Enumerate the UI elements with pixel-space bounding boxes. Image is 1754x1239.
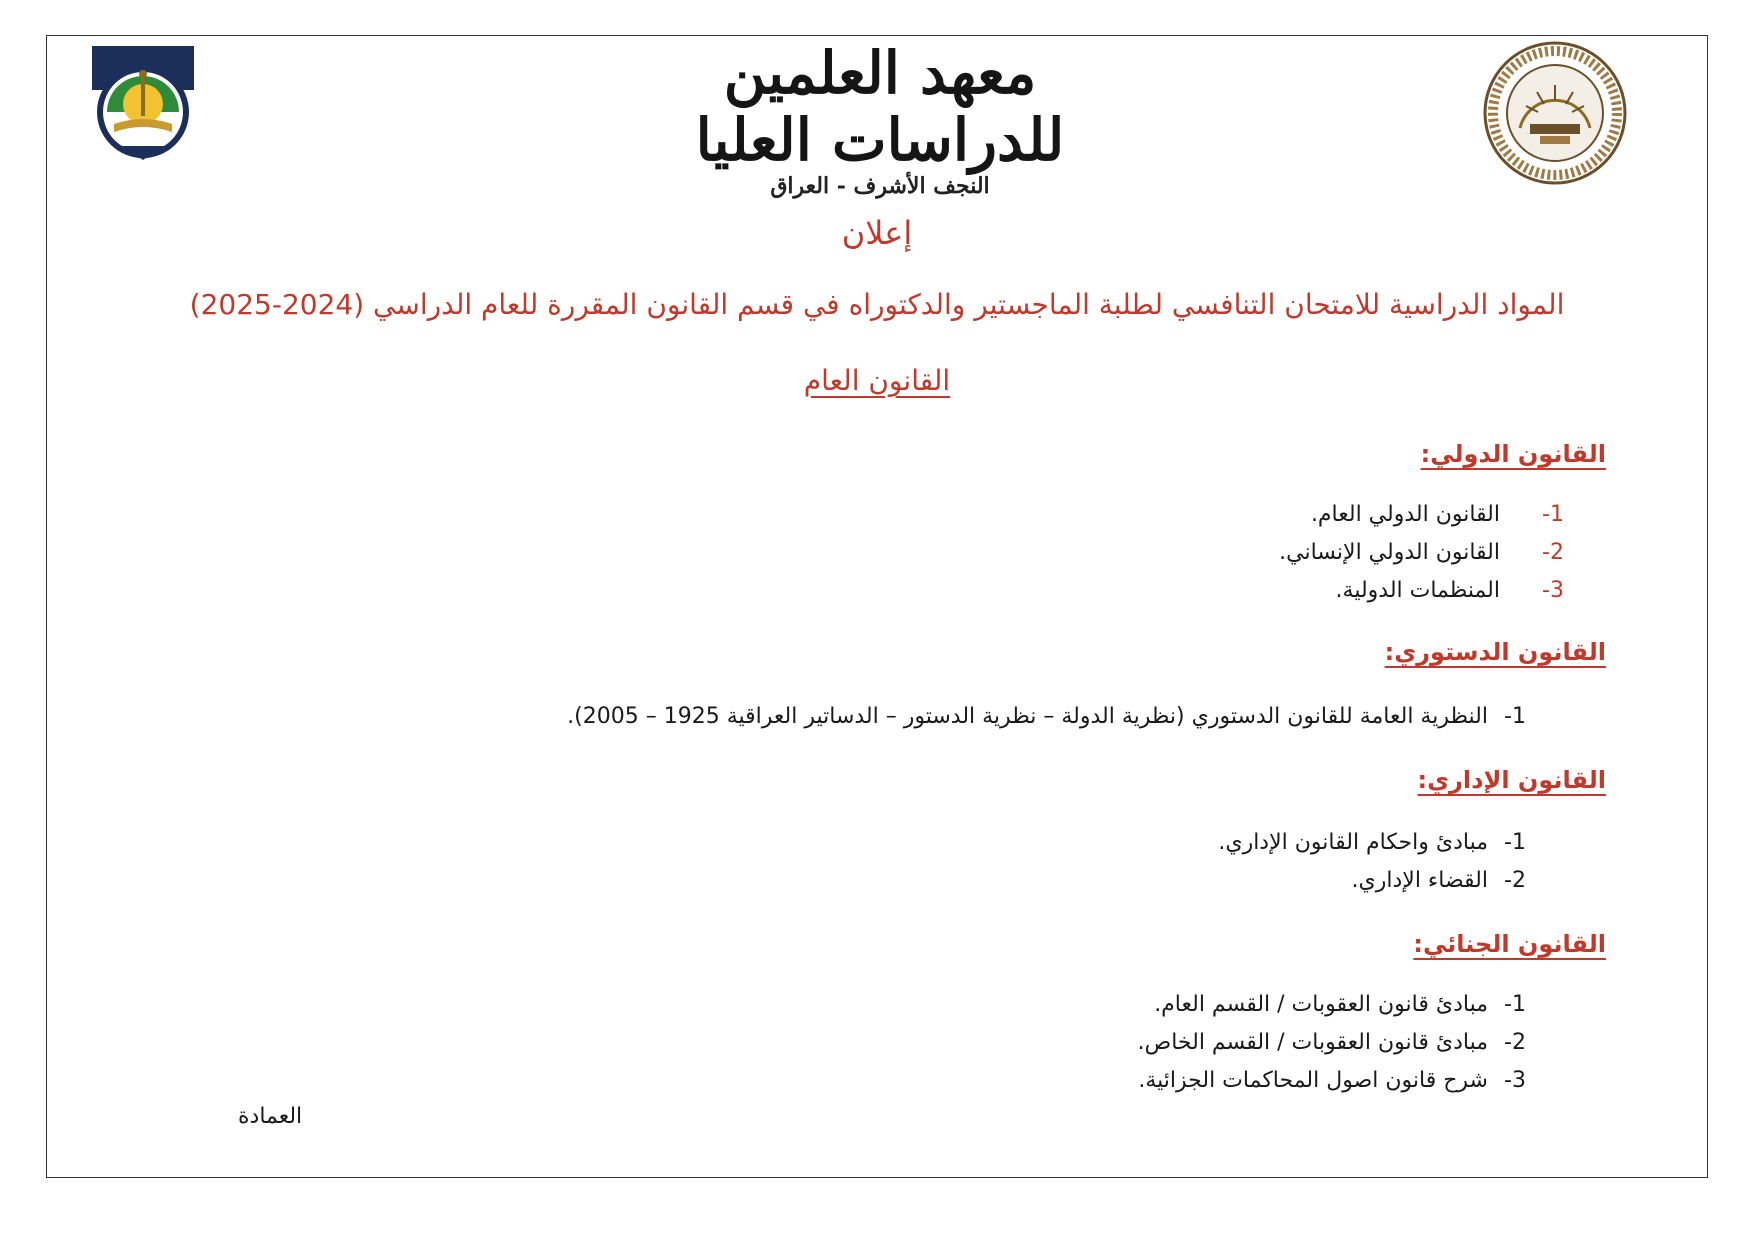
list-item (1138, 986, 1526, 1024)
list-item (1218, 824, 1526, 862)
branch-heading (0, 364, 1754, 397)
list-item (1279, 534, 1564, 572)
announcement-subtitle: المواد الدراسية للامتحان التنافسي لطلبة الماجستير والدكتوراه في قسم القانون المقررة للعام الدراسي (2024-2025) (189, 288, 1565, 321)
institute-location: النجف الأشرف - العراق (770, 173, 990, 200)
section-heading-constitutional-law: القانون الدستوري: (1384, 638, 1606, 666)
list-item (567, 698, 1526, 736)
list-item-number: 3- (1504, 1068, 1526, 1093)
section-heading-administrative-law: القانون الإداري: (1417, 766, 1606, 794)
list-item-text: مبادئ قانون العقوبات / القسم الخاص. (1137, 1030, 1488, 1055)
institute-name: معهد العلمين للدراسات العليا (695, 39, 1065, 174)
list-item-number: 1- (1504, 704, 1526, 729)
section-list-administrative-law (1218, 824, 1526, 900)
announcement-title: إعلان (841, 214, 913, 252)
list-item-text: مبادئ واحكام القانون الإداري. (1218, 830, 1488, 855)
section-heading-international-law: القانون الدولي: (1420, 440, 1606, 468)
list-item-number: 2- (1504, 1030, 1526, 1055)
section-list-criminal-law (1138, 986, 1526, 1100)
signature-deanship: العمادة (238, 1104, 303, 1129)
list-item-text: القانون الدولي العام. (1310, 502, 1500, 527)
list-item-number: 3- (1542, 578, 1564, 603)
list-item-text: المنظمات الدولية. (1335, 578, 1500, 603)
list-item (1279, 572, 1564, 610)
institute-logo-icon (92, 46, 194, 166)
list-item-text: مبادئ قانون العقوبات / القسم العام. (1154, 992, 1488, 1017)
list-item-number: 1- (1504, 992, 1526, 1017)
institute-header (600, 40, 1160, 199)
section-heading-criminal-law: القانون الجنائي: (1413, 930, 1606, 958)
list-item-number: 1- (1504, 830, 1526, 855)
branch-heading-text: القانون العام (803, 364, 951, 397)
section-list-international-law (1279, 496, 1564, 610)
list-item (1138, 1024, 1526, 1062)
list-item-text: النظرية العامة للقانون الدستوري (نظرية الدولة – نظرية الدستور – الدساتير العراقية 1925 – 2005). (567, 704, 1488, 729)
list-item (1138, 1062, 1526, 1100)
list-item-number: 2- (1542, 540, 1564, 565)
list-item-text: القانون الدولي الإنساني. (1279, 540, 1500, 565)
list-item-number: 1- (1542, 502, 1564, 527)
section-list-constitutional-law (567, 698, 1526, 736)
list-item (1279, 496, 1564, 534)
ministry-seal-icon (1482, 40, 1628, 186)
list-item-text: شرح قانون اصول المحاكمات الجزائية. (1138, 1068, 1488, 1093)
list-item (1218, 862, 1526, 900)
list-item-number: 2- (1504, 868, 1526, 893)
list-item-text: القضاء الإداري. (1351, 868, 1488, 893)
